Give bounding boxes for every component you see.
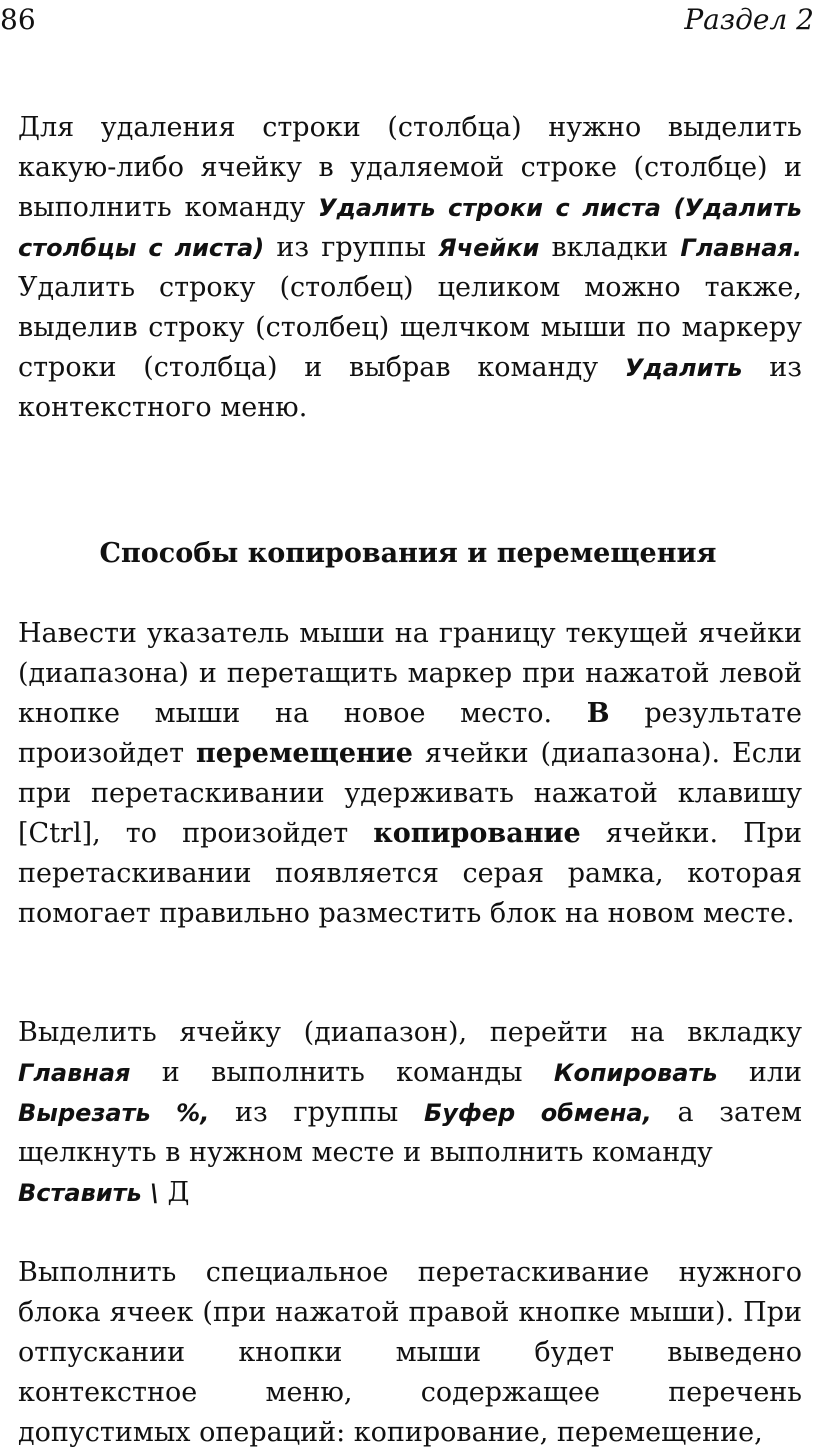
section-label: Раздел 2: [684, 3, 814, 36]
text-run: и выполнить команды: [161, 1057, 523, 1088]
text-run: а затем щелкнуть в нужном месте и выполнить команду: [18, 1097, 802, 1168]
group-cells: Ячейки: [438, 234, 540, 262]
paragraph-clipboard: [18, 1013, 802, 1213]
text-run: ячейки (диапазона). Если при перетаскивании удерживать нажатой клавишу [Ctrl], то произойдет: [18, 738, 802, 849]
command-copy: Копировать: [553, 1059, 718, 1087]
command-paste: Вставить \: [18, 1179, 159, 1207]
text-run: из контекстного меню.: [18, 352, 802, 423]
text-run: Д: [167, 1177, 190, 1208]
group-clipboard: Буфер обмена,: [424, 1099, 652, 1127]
text-run: Навести указатель мыши на границу текущей ячейки (диапазона) и перетащить маркер при нажатой левой кнопке мыши на новое место.: [18, 618, 802, 729]
paragraph-delete-rows: [18, 108, 802, 428]
text-run: Выделить ячейку (диапазон), перейти на вкладку: [18, 1017, 802, 1048]
text-run: вкладки: [551, 232, 669, 263]
text-run: Удалить строку (столбец) целиком можно также, выделив строку (столбец) щелчком мыши по маркеру строки (столбца) и выбрав команду: [18, 272, 802, 383]
command-cut: Вырезать %,: [18, 1099, 210, 1127]
text-run: из группы: [235, 1097, 399, 1128]
paragraph-drag-move: [18, 614, 802, 934]
tab-home: Главная: [18, 1059, 131, 1087]
term-move: перемещение: [195, 738, 413, 769]
bold-term: В: [586, 698, 610, 729]
command-delete-rows: Удалить строки с листа (Удалить столбцы с листа): [18, 194, 802, 262]
term-copy: копирование: [373, 818, 581, 849]
command-delete: Удалить: [624, 354, 743, 382]
text-run: Для удаления строки (столбца) нужно выделить какую-либо ячейку в удаляемой строке (столбце) и выполнить команду: [18, 112, 802, 223]
text-run: из группы: [276, 232, 426, 263]
page-number: 86: [0, 3, 36, 36]
text-run: ячейки. При перетаскивании появляется серая рамка, которая помогает правильно разместить блок на новом месте.: [18, 818, 802, 929]
tab-home: Главная.: [680, 234, 802, 262]
page-header: [0, 0, 816, 44]
paragraph-special-drag: [18, 1253, 802, 1453]
text-run: результате произойдет: [18, 698, 802, 769]
text-run: Выполнить специальное перетаскивание нужного блока ячеек (при нажатой правой кнопке мыши). При отпускании кнопки мыши будет выведено контекстное меню, содержащее перечень допустимых операций: копирование, перемещение,: [18, 1257, 802, 1448]
section-heading: Способы копирования и перемещения: [99, 538, 717, 569]
text-run: или: [748, 1057, 802, 1088]
